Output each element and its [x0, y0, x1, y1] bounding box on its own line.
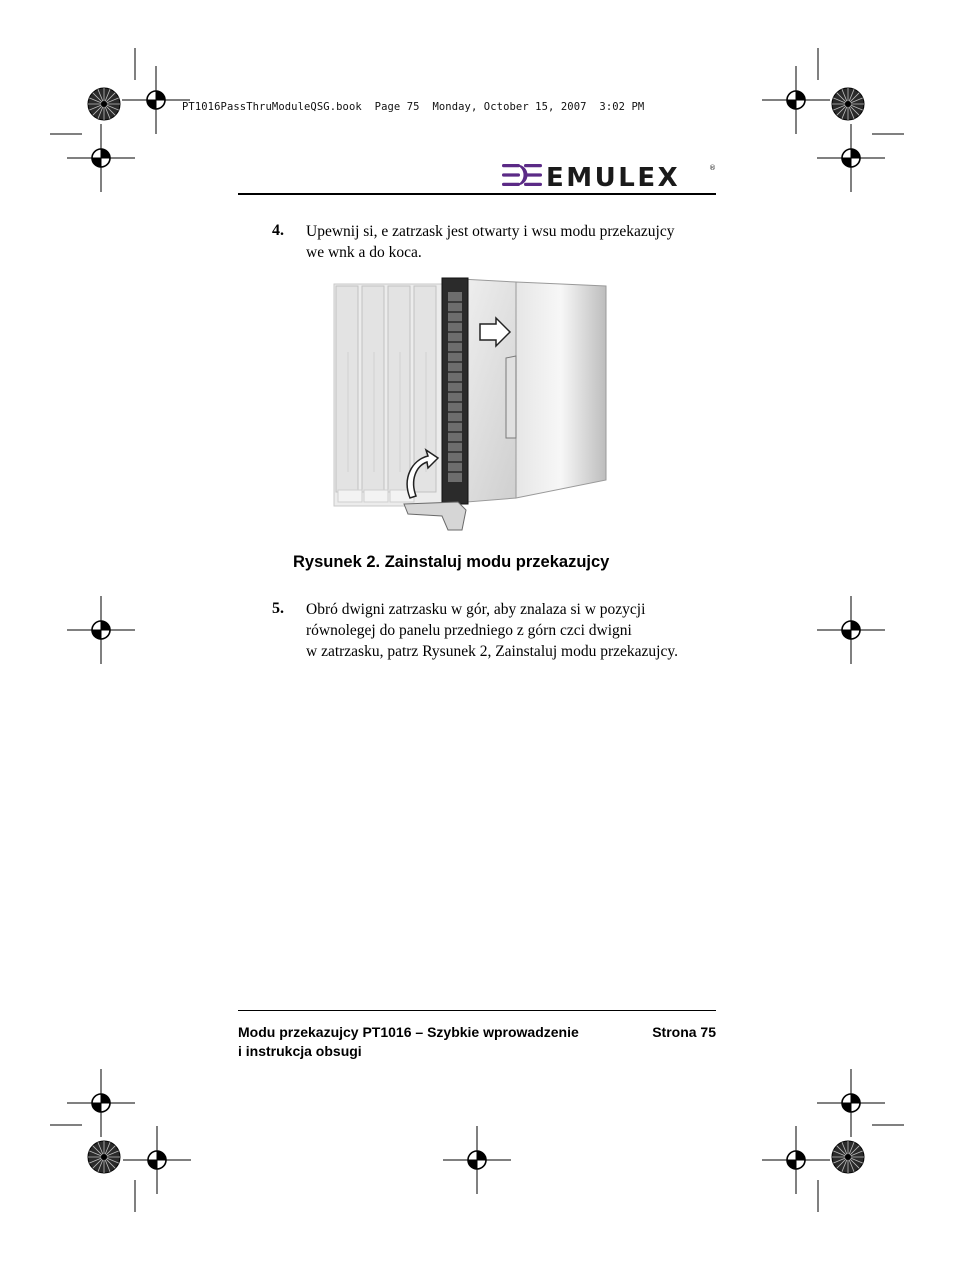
registration-mark-icon: [122, 66, 190, 134]
registration-mark-icon: [762, 1126, 830, 1194]
footer-title-line-1: Modu przekazujcy PT1016 – Szybkie wprowadzenie: [238, 1024, 579, 1040]
footer-title-line-2: i instrukcja obsugi: [238, 1043, 362, 1059]
step-4-line-1: Upewnij si, e zatrzask jest otwarty i wsu modu przekazujcy: [306, 223, 675, 240]
registration-star-top-left-icon: [88, 88, 120, 120]
registration-mark-icon: [817, 1069, 885, 1137]
registration-star-bottom-left-icon: [88, 1141, 120, 1173]
emulex-logo-wordmark: EMULEX: [546, 163, 681, 190]
step-5-line-2: równolegej do panelu przedniego z górn czci dwigni: [306, 622, 632, 639]
registration-mark-icon: [67, 1069, 135, 1137]
registration-star-bottom-right-icon: [832, 1141, 864, 1173]
figure-caption: Rysunek 2. Zainstaluj modu przekazujcy: [293, 553, 610, 571]
step-5-line-1: Obró dwigni zatrzasku w gór, aby znalaza si w pozycji: [306, 601, 646, 618]
registration-mark-icon: [762, 66, 830, 134]
registration-mark-icon: [67, 596, 135, 664]
emulex-registered-mark: ®: [709, 164, 716, 172]
step-5-number: 5.: [272, 600, 284, 617]
step-5-line-3: w zatrzasku, patrz Rysunek 2, Zainstaluj modu przekazujcy.: [306, 643, 678, 660]
step-4-number: 4.: [272, 222, 284, 239]
step-4-line-2: we wnk a do koca.: [306, 244, 422, 261]
registration-mark-icon: [123, 1126, 191, 1194]
print-slug: PT1016PassThruModuleQSG.book Page 75 Monday, October 15, 2007 3:02 PM: [182, 101, 645, 113]
registration-mark-icon: [443, 1126, 511, 1194]
registration-star-top-right-icon: [832, 88, 864, 120]
footer-page-number: Strona 75: [652, 1024, 716, 1040]
registration-mark-icon: [817, 596, 885, 664]
